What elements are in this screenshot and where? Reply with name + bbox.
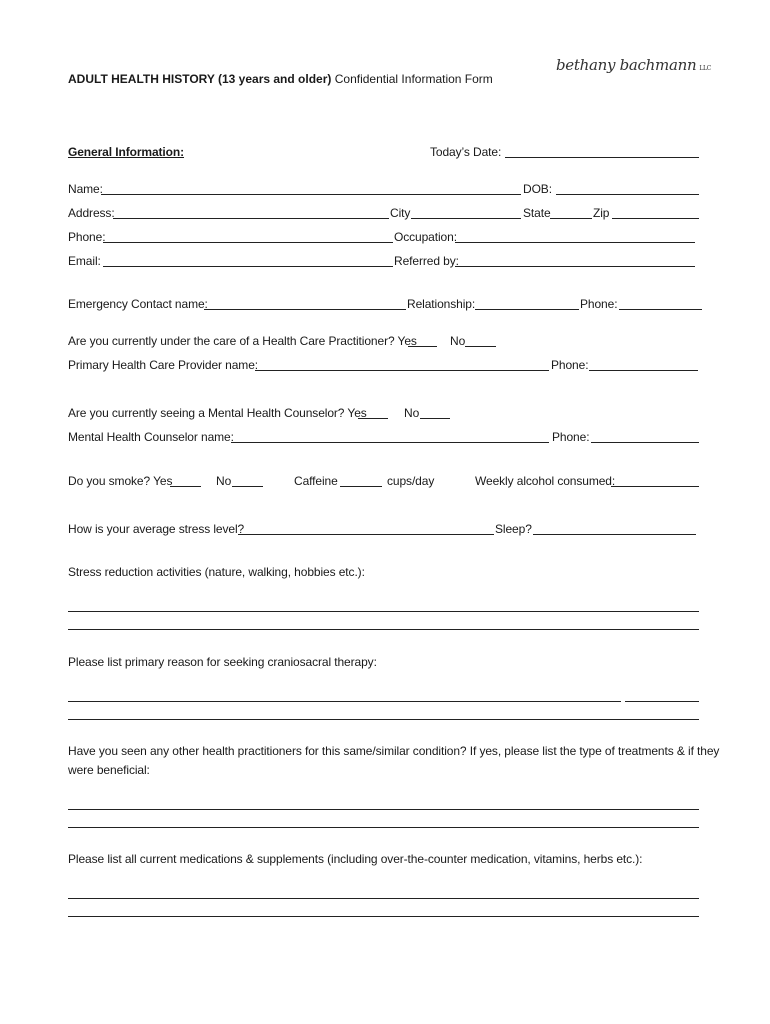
other-practitioners-line-1[interactable]: [68, 809, 699, 810]
general-info-heading: General Information:: [68, 145, 185, 159]
referred-by-field[interactable]: [455, 266, 695, 267]
practitioner-question: Are you currently under the care of a Health Care Practitioner? Yes: [68, 334, 417, 348]
stress-level-field[interactable]: [238, 534, 494, 535]
brand-logo-text: bethany bachmann: [556, 56, 697, 74]
referred-by-label: Referred by:: [394, 254, 459, 268]
counselor-yes-field[interactable]: [358, 418, 388, 419]
provider-name-label: Primary Health Care Provider name:: [68, 358, 259, 372]
phone-field[interactable]: [103, 242, 393, 243]
dob-field[interactable]: [556, 194, 699, 195]
name-label: Name:: [68, 182, 103, 196]
caffeine-field[interactable]: [340, 486, 382, 487]
form-title-rest: Confidential Information Form: [331, 72, 493, 86]
caffeine-label: Caffeine: [294, 474, 338, 488]
sleep-label: Sleep?: [495, 522, 532, 536]
craniosacral-line-1b[interactable]: [625, 701, 699, 702]
brand-logo-suffix: LLC: [699, 65, 711, 72]
counselor-name-label: Mental Health Counselor name:: [68, 430, 234, 444]
practitioner-yes-field[interactable]: [408, 346, 437, 347]
craniosacral-line-1a[interactable]: [68, 701, 621, 702]
address-field[interactable]: [113, 218, 389, 219]
counselor-no-field[interactable]: [420, 418, 450, 419]
emergency-contact-label: Emergency Contact name:: [68, 297, 208, 311]
state-field[interactable]: [550, 218, 592, 219]
counselor-name-field[interactable]: [231, 442, 549, 443]
occupation-label: Occupation:: [394, 230, 457, 244]
todays-date-field[interactable]: [505, 157, 699, 158]
email-label: Email:: [68, 254, 101, 268]
sleep-field[interactable]: [533, 534, 696, 535]
medications-line-2[interactable]: [68, 916, 699, 917]
name-field[interactable]: [101, 194, 521, 195]
counselor-question: Are you currently seeing a Mental Health Counselor? Yes: [68, 406, 367, 420]
form-title: [68, 72, 493, 86]
brand-logo: [556, 56, 711, 74]
stress-activities-label: Stress reduction activities (nature, walking, hobbies etc.):: [68, 565, 365, 579]
other-practitioners-question: Have you seen any other health practitioners for this same/similar condition? If yes, please list the type of treatments & if they: [68, 744, 720, 758]
dob-label: DOB:: [523, 182, 552, 196]
counselor-phone-field[interactable]: [591, 442, 699, 443]
provider-name-field[interactable]: [255, 370, 549, 371]
craniosacral-reason-label: Please list primary reason for seeking craniosacral therapy:: [68, 655, 377, 669]
city-field[interactable]: [411, 218, 521, 219]
counselor-phone-label: Phone:: [552, 430, 590, 444]
medications-line-1[interactable]: [68, 898, 699, 899]
address-label: Address:: [68, 206, 115, 220]
provider-phone-field[interactable]: [589, 370, 698, 371]
smoke-question: Do you smoke? Yes: [68, 474, 173, 488]
zip-field[interactable]: [612, 218, 699, 219]
cups-day-label: cups/day: [387, 474, 435, 488]
form-title-bold: ADULT HEALTH HISTORY (13 years and older): [68, 72, 332, 86]
alcohol-field[interactable]: [611, 486, 699, 487]
relationship-field[interactable]: [475, 309, 579, 310]
stress-activities-line-2[interactable]: [68, 629, 699, 630]
state-label: State: [523, 206, 551, 220]
todays-date-label: Today’s Date:: [430, 145, 502, 159]
emergency-phone-label: Phone:: [580, 297, 618, 311]
other-practitioners-line-2[interactable]: [68, 827, 699, 828]
practitioner-no-field[interactable]: [465, 346, 496, 347]
smoke-no-field[interactable]: [232, 486, 263, 487]
city-label: City: [390, 206, 411, 220]
provider-phone-label: Phone:: [551, 358, 589, 372]
smoke-yes-field[interactable]: [170, 486, 201, 487]
phone-label: Phone:: [68, 230, 106, 244]
alcohol-label: Weekly alcohol consumed:: [475, 474, 616, 488]
zip-label: Zip: [593, 206, 610, 220]
emergency-contact-field[interactable]: [204, 309, 406, 310]
practitioner-no-label: No: [450, 334, 466, 348]
stress-activities-line-1[interactable]: [68, 611, 699, 612]
stress-level-label: How is your average stress level?: [68, 522, 245, 536]
other-practitioners-question-cont: were beneficial:: [68, 763, 150, 777]
occupation-field[interactable]: [455, 242, 695, 243]
counselor-no-label: No: [404, 406, 420, 420]
relationship-label: Relationship:: [407, 297, 476, 311]
craniosacral-line-2[interactable]: [68, 719, 699, 720]
emergency-phone-field[interactable]: [619, 309, 702, 310]
smoke-no-label: No: [216, 474, 232, 488]
email-field[interactable]: [103, 266, 393, 267]
medications-label: Please list all current medications & supplements (including over-the-counter medication, vitamins, herbs etc.):: [68, 852, 643, 866]
